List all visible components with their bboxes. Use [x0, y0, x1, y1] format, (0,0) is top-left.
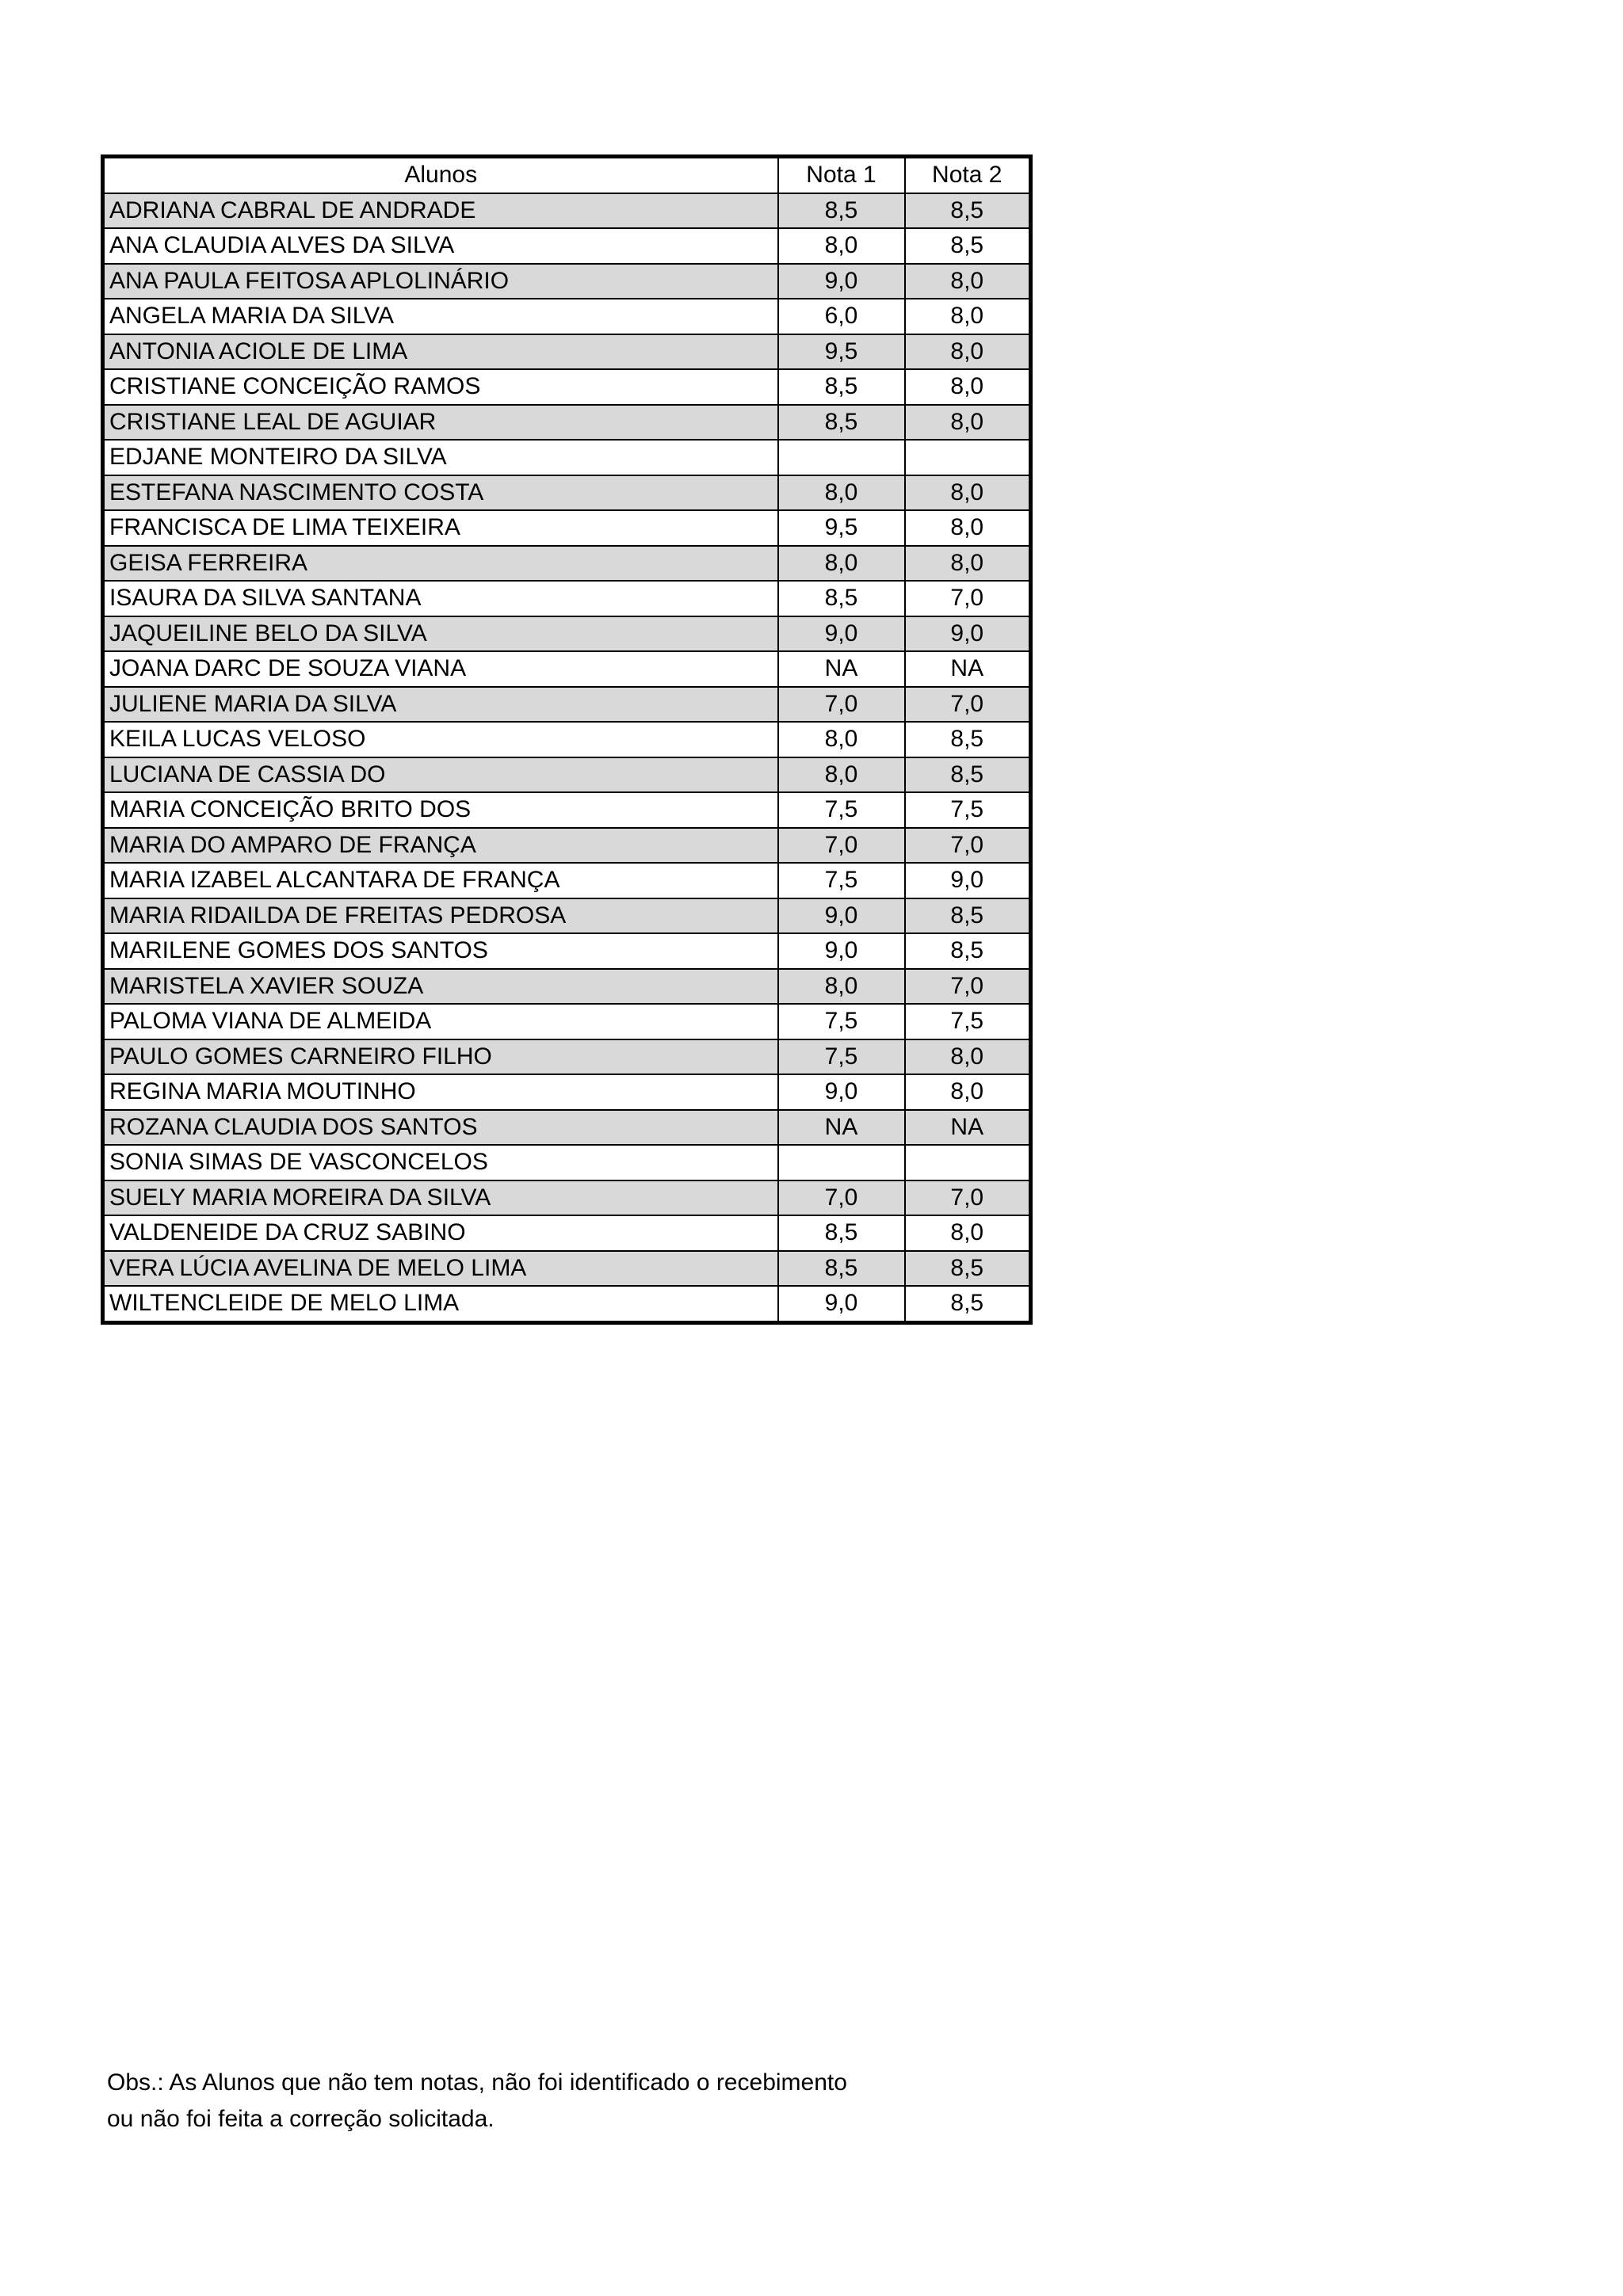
nota-2-cell: 8,0	[905, 264, 1031, 299]
table-row	[103, 369, 1031, 405]
table-row	[103, 1004, 1031, 1039]
nota-1-cell: 9,0	[778, 616, 905, 652]
table-row	[103, 1039, 1031, 1075]
note-line-1: Obs.: As Alunos que não tem notas, não foi identificado o recebimento	[107, 2069, 847, 2096]
nota-1-cell: 8,0	[778, 722, 905, 757]
student-name-cell: CRISTIANE LEAL DE AGUIAR	[103, 405, 778, 441]
student-name-cell: VERA LÚCIA AVELINA DE MELO LIMA	[103, 1251, 778, 1287]
table-row	[103, 581, 1031, 616]
student-name-cell: PALOMA VIANA DE ALMEIDA	[103, 1004, 778, 1039]
student-name-cell: KEILA LUCAS VELOSO	[103, 722, 778, 757]
nota-1-cell: 9,0	[778, 933, 905, 969]
student-name-cell: MARIA DO AMPARO DE FRANÇA	[103, 828, 778, 864]
header-alunos: Alunos	[103, 157, 778, 193]
student-name-cell: MARISTELA XAVIER SOUZA	[103, 969, 778, 1005]
student-name-cell: FRANCISCA DE LIMA TEIXEIRA	[103, 510, 778, 546]
student-name-cell: MARIA CONCEIÇÃO BRITO DOS	[103, 792, 778, 828]
header-nota-2: Nota 2	[905, 157, 1031, 193]
nota-2-cell: 8,5	[905, 933, 1031, 969]
table-row	[103, 1215, 1031, 1251]
nota-1-cell: 6,0	[778, 299, 905, 334]
nota-1-cell: 9,0	[778, 1286, 905, 1322]
nota-1-cell: 9,0	[778, 264, 905, 299]
nota-1-cell: 7,0	[778, 828, 905, 864]
student-name-cell: ADRIANA CABRAL DE ANDRADE	[103, 193, 778, 229]
nota-1-cell: 7,5	[778, 1039, 905, 1075]
nota-1-cell: 7,5	[778, 792, 905, 828]
nota-2-cell: 8,0	[905, 1039, 1031, 1075]
nota-2-cell: NA	[905, 651, 1031, 687]
nota-1-cell: 7,0	[778, 1180, 905, 1216]
nota-2-cell: 9,0	[905, 863, 1031, 898]
table-row	[103, 863, 1031, 898]
nota-2-cell: 8,0	[905, 1215, 1031, 1251]
table-row	[103, 651, 1031, 687]
student-name-cell: CRISTIANE CONCEIÇÃO RAMOS	[103, 369, 778, 405]
table-row	[103, 616, 1031, 652]
nota-2-cell: 7,5	[905, 1004, 1031, 1039]
table-row	[103, 228, 1031, 264]
nota-2-cell: 8,0	[905, 334, 1031, 370]
nota-1-cell: 7,5	[778, 863, 905, 898]
student-name-cell: ISAURA DA SILVA SANTANA	[103, 581, 778, 616]
table-row	[103, 1074, 1031, 1110]
nota-1-cell: NA	[778, 1110, 905, 1146]
student-name-cell: MARIA RIDAILDA DE FREITAS PEDROSA	[103, 898, 778, 934]
nota-2-cell: 7,0	[905, 581, 1031, 616]
student-name-cell: JOANA DARC DE SOUZA VIANA	[103, 651, 778, 687]
nota-1-cell: 8,5	[778, 405, 905, 441]
nota-2-cell: 8,5	[905, 193, 1031, 229]
table-row	[103, 193, 1031, 229]
table-row	[103, 299, 1031, 334]
student-name-cell: ESTEFANA NASCIMENTO COSTA	[103, 475, 778, 511]
nota-2-cell: 7,5	[905, 792, 1031, 828]
nota-2-cell	[905, 440, 1031, 475]
nota-2-cell: 8,5	[905, 722, 1031, 757]
table-row	[103, 264, 1031, 299]
nota-1-cell: 9,5	[778, 510, 905, 546]
nota-2-cell: 8,5	[905, 898, 1031, 934]
table-row	[103, 792, 1031, 828]
nota-2-cell	[905, 1145, 1031, 1180]
student-name-cell: PAULO GOMES CARNEIRO FILHO	[103, 1039, 778, 1075]
nota-1-cell: 9,0	[778, 1074, 905, 1110]
header-row	[103, 157, 1031, 193]
nota-1-cell: 7,0	[778, 687, 905, 723]
nota-2-cell: 8,0	[905, 546, 1031, 582]
student-name-cell: JULIENE MARIA DA SILVA	[103, 687, 778, 723]
nota-2-cell: 8,0	[905, 369, 1031, 405]
nota-2-cell: 8,0	[905, 405, 1031, 441]
nota-1-cell: 8,0	[778, 228, 905, 264]
table-row	[103, 1145, 1031, 1180]
grades-table	[101, 154, 1033, 1325]
student-name-cell: ANA PAULA FEITOSA APLOLINÁRIO	[103, 264, 778, 299]
table-row	[103, 475, 1031, 511]
nota-1-cell: 8,5	[778, 369, 905, 405]
student-name-cell: REGINA MARIA MOUTINHO	[103, 1074, 778, 1110]
nota-2-cell: 7,0	[905, 969, 1031, 1005]
nota-1-cell: 8,0	[778, 757, 905, 793]
table-row	[103, 1286, 1031, 1322]
grades-body	[103, 193, 1031, 1323]
nota-1-cell: 9,5	[778, 334, 905, 370]
header-nota-1: Nota 1	[778, 157, 905, 193]
student-name-cell: ANTONIA ACIOLE DE LIMA	[103, 334, 778, 370]
table-row	[103, 405, 1031, 441]
student-name-cell: SUELY MARIA MOREIRA DA SILVA	[103, 1180, 778, 1216]
nota-1-cell: 9,0	[778, 898, 905, 934]
table-row	[103, 722, 1031, 757]
nota-2-cell: 8,5	[905, 757, 1031, 793]
table-row	[103, 1110, 1031, 1146]
table-row	[103, 687, 1031, 723]
student-name-cell: LUCIANA DE CASSIA DO	[103, 757, 778, 793]
table-row	[103, 898, 1031, 934]
table-row	[103, 828, 1031, 864]
nota-2-cell: 8,0	[905, 1074, 1031, 1110]
table-row	[103, 510, 1031, 546]
table-row	[103, 969, 1031, 1005]
nota-1-cell: 8,5	[778, 193, 905, 229]
nota-1-cell: 8,0	[778, 969, 905, 1005]
nota-1-cell: 8,0	[778, 546, 905, 582]
student-name-cell: MARILENE GOMES DOS SANTOS	[103, 933, 778, 969]
nota-2-cell: 8,5	[905, 228, 1031, 264]
student-name-cell: MARIA IZABEL ALCANTARA DE FRANÇA	[103, 863, 778, 898]
nota-2-cell: NA	[905, 1110, 1031, 1146]
nota-1-cell: NA	[778, 651, 905, 687]
table-row	[103, 334, 1031, 370]
nota-2-cell: 8,0	[905, 299, 1031, 334]
table-row	[103, 1251, 1031, 1287]
table-row	[103, 440, 1031, 475]
nota-1-cell: 8,5	[778, 1251, 905, 1287]
student-name-cell: VALDENEIDE DA CRUZ SABINO	[103, 1215, 778, 1251]
nota-2-cell: 7,0	[905, 828, 1031, 864]
nota-2-cell: 8,0	[905, 510, 1031, 546]
table-row	[103, 1180, 1031, 1216]
table-row	[103, 546, 1031, 582]
nota-2-cell: 9,0	[905, 616, 1031, 652]
student-name-cell: SONIA SIMAS DE VASCONCELOS	[103, 1145, 778, 1180]
table-row	[103, 933, 1031, 969]
nota-1-cell: 7,5	[778, 1004, 905, 1039]
student-name-cell: EDJANE MONTEIRO DA SILVA	[103, 440, 778, 475]
nota-2-cell: 7,0	[905, 687, 1031, 723]
nota-2-cell: 8,0	[905, 475, 1031, 511]
nota-2-cell: 8,5	[905, 1251, 1031, 1287]
note-line-2: ou não foi feita a correção solicitada.	[107, 2106, 495, 2132]
student-name-cell: JAQUEILINE BELO DA SILVA	[103, 616, 778, 652]
nota-2-cell: 8,5	[905, 1286, 1031, 1322]
nota-1-cell: 8,5	[778, 1215, 905, 1251]
student-name-cell: WILTENCLEIDE DE MELO LIMA	[103, 1286, 778, 1322]
table-row	[103, 757, 1031, 793]
nota-2-cell: 7,0	[905, 1180, 1031, 1216]
student-name-cell: ANGELA MARIA DA SILVA	[103, 299, 778, 334]
student-name-cell: GEISA FERREIRA	[103, 546, 778, 582]
nota-1-cell: 8,5	[778, 581, 905, 616]
nota-1-cell	[778, 1145, 905, 1180]
nota-1-cell: 8,0	[778, 475, 905, 511]
student-name-cell: ROZANA CLAUDIA DOS SANTOS	[103, 1110, 778, 1146]
observation-note	[107, 2065, 1137, 2138]
nota-1-cell	[778, 440, 905, 475]
student-name-cell: ANA CLAUDIA ALVES DA SILVA	[103, 228, 778, 264]
